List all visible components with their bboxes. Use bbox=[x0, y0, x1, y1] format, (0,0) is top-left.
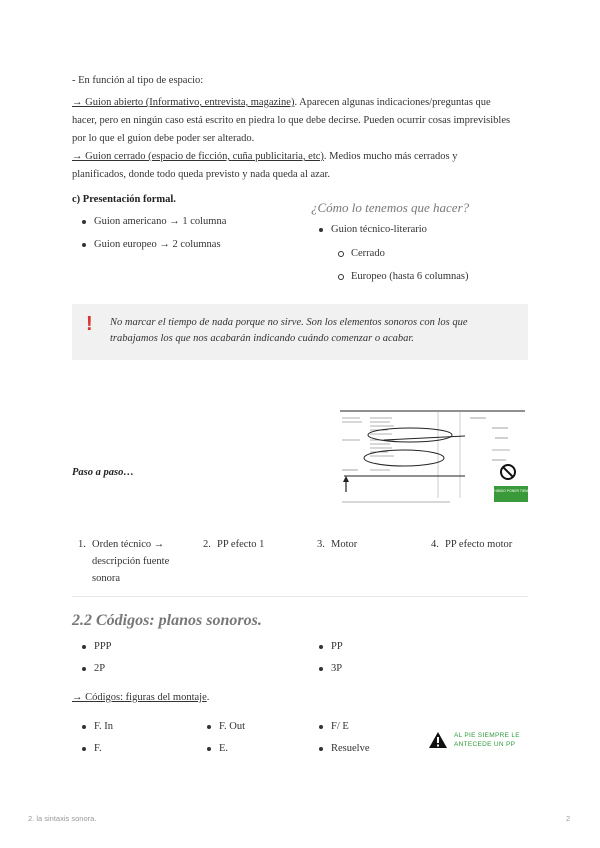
list-item: E. bbox=[203, 740, 245, 758]
list-item: F/ E bbox=[315, 718, 370, 736]
presentation-heading: c) Presentación formal. bbox=[72, 194, 176, 205]
list-item: F. Out bbox=[203, 718, 245, 736]
list-item: PPP bbox=[78, 638, 112, 656]
warning-triangle-icon bbox=[428, 731, 448, 749]
figures-col-1 bbox=[78, 718, 113, 758]
guion-cerrado-link[interactable]: → Guion cerrado (espacio de ficción, cuña publicitaria, etc) bbox=[72, 151, 324, 162]
pp-note: AL PIE SIEMPRE LE ANTECEDE UN PP bbox=[454, 732, 520, 748]
list-item: 3P bbox=[315, 660, 343, 678]
list-item: Cerrado bbox=[335, 245, 469, 263]
how-heading: ¿Cómo lo tenemos que hacer? bbox=[311, 200, 470, 215]
list-item: PP bbox=[315, 638, 343, 656]
svg-text:PROHIBIDO PONER TIEMPOS bbox=[487, 489, 536, 493]
script-example-image bbox=[340, 408, 536, 512]
list-item: Guion técnico-literario bbox=[315, 221, 427, 239]
figures-col-3 bbox=[315, 718, 370, 758]
how-sublist bbox=[335, 245, 469, 286]
step-2: 2. PP efecto 1 bbox=[203, 539, 265, 550]
sticker-text: PROHIBIDO PONER TIEMPOS bbox=[486, 489, 536, 493]
how-list bbox=[315, 221, 427, 239]
figures-link-line: → Códigos: figuras del montaje. bbox=[72, 692, 210, 703]
list-item: F. In bbox=[78, 718, 113, 736]
list-item: Guion americano → 1 columna bbox=[78, 213, 226, 231]
list-item: F. bbox=[78, 740, 113, 758]
step-3: 3. Motor bbox=[317, 539, 358, 550]
list-item: Europeo (hasta 6 columnas) bbox=[335, 268, 469, 286]
exclamation-icon: ! bbox=[86, 313, 93, 335]
section-divider bbox=[72, 596, 528, 597]
presentation-list bbox=[78, 213, 226, 254]
intro-paragraph-open: → Guion abierto (Informativo, entrevista, magazine). Aparecen algunas indicaciones/preguntas que hacer, pero en ningún caso está escrito en piedra lo que debe decirse. Pueden ocurrir cosas imprevisibles por lo que el guion debe poder ser alterado. bbox=[72, 97, 511, 144]
step-4: 4. PP efecto motor bbox=[431, 539, 513, 550]
planes-left-list bbox=[78, 638, 112, 678]
guion-abierto-link[interactable]: → Guion abierto (Informativo, entrevista, magazine) bbox=[72, 97, 295, 108]
list-item: Resuelve bbox=[315, 740, 370, 758]
warning-callout: ! No marcar el tiempo de nada porque no sirve. Son los elementos sonoros con los que trabajamos los que nos acabarán indicando cuándo comenzar o acabar. bbox=[72, 304, 528, 360]
planes-right-list bbox=[315, 638, 343, 678]
figures-montaje-link[interactable]: → Códigos: figuras del montaje bbox=[72, 692, 207, 703]
page-number: 2 bbox=[566, 814, 571, 823]
step-1: 1. Orden técnico → descripción fuente sonora bbox=[78, 539, 170, 584]
intro-paragraph-closed: → Guion cerrado (espacio de ficción, cuña publicitaria, etc). Medios mucho más cerrados y planificados, donde todo queda previsto y nada queda al azar. bbox=[72, 151, 458, 180]
footer-title: 2. la sintaxis sonora. bbox=[28, 814, 97, 823]
list-item: Guion europeo → 2 columnas bbox=[78, 236, 226, 254]
section-heading: 2.2 Códigos: planos sonoros. bbox=[72, 612, 262, 629]
steps-heading: Paso a paso… bbox=[72, 467, 134, 478]
figures-col-2 bbox=[203, 718, 245, 758]
intro-line: - En función al tipo de espacio: bbox=[72, 75, 204, 86]
list-item: 2P bbox=[78, 660, 112, 678]
